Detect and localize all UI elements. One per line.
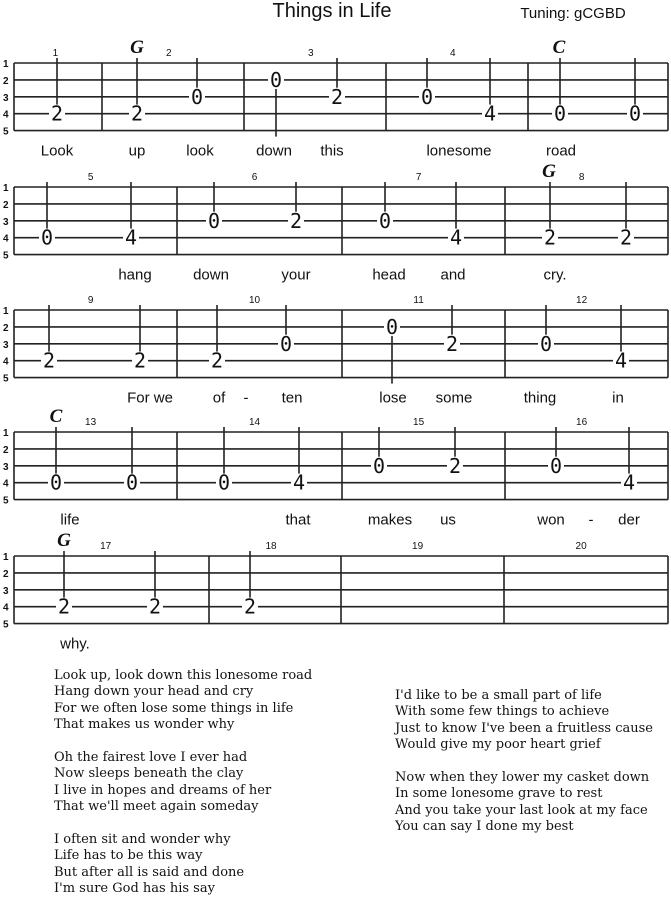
lyric-syllable: some bbox=[435, 389, 473, 407]
fret-number: 2 bbox=[57, 594, 71, 619]
chord-symbol: G bbox=[57, 530, 71, 551]
fret-number: 0 bbox=[269, 67, 283, 92]
measure-number: 1 bbox=[52, 48, 59, 59]
lyric-syllable: of bbox=[212, 389, 226, 407]
lyric-syllable: der bbox=[618, 511, 640, 529]
string-number-label: 3 bbox=[3, 461, 9, 473]
lyric-syllable: up bbox=[128, 142, 146, 160]
fret-number: 2 bbox=[289, 208, 303, 233]
lyric-syllable: your bbox=[281, 266, 311, 284]
fret-number: 0 bbox=[372, 453, 386, 478]
fret-number: 0 bbox=[190, 84, 204, 109]
fret-number: 0 bbox=[207, 208, 221, 233]
lyric-syllable: in bbox=[612, 389, 624, 407]
string-number-label: 3 bbox=[3, 585, 9, 597]
verse-line: I'd like to be a small part of life bbox=[395, 688, 602, 703]
measure-number: 18 bbox=[265, 541, 277, 552]
chord-symbol: G bbox=[130, 37, 144, 58]
fret-number: 4 bbox=[449, 225, 463, 250]
verse-line: Hang down your head and cry bbox=[54, 684, 254, 700]
verse-stanza bbox=[395, 688, 653, 754]
fret-number: 4 bbox=[292, 470, 306, 495]
string-number-label: 4 bbox=[3, 109, 9, 121]
tuning-label: Tuning: gCGBD bbox=[520, 5, 626, 22]
fret-number: 0 bbox=[628, 101, 642, 126]
string-number-label: 3 bbox=[3, 216, 9, 228]
fret-number: 0 bbox=[420, 84, 434, 109]
measure-number: 16 bbox=[576, 417, 588, 428]
fret-number: 2 bbox=[130, 101, 144, 126]
song-title: Things in Life bbox=[272, 0, 392, 22]
measure-number: 20 bbox=[575, 541, 587, 552]
measure-number: 2 bbox=[165, 48, 172, 59]
string-number-label: 2 bbox=[3, 322, 9, 334]
tab-system bbox=[3, 530, 668, 653]
chord-symbol: C bbox=[49, 406, 63, 427]
string-number-label: 5 bbox=[3, 373, 9, 385]
verse-line: And you take your last look at my face bbox=[395, 802, 648, 818]
string-number-label: 5 bbox=[3, 619, 9, 631]
lyric-syllable: - bbox=[243, 389, 249, 407]
lyric-syllable: us bbox=[440, 511, 456, 529]
lyric-syllable: life bbox=[60, 511, 80, 529]
chord-symbol: G bbox=[542, 161, 556, 182]
fret-number: 2 bbox=[619, 225, 633, 250]
lyric-syllable: road bbox=[545, 142, 577, 160]
lyric-syllable: and bbox=[440, 266, 466, 284]
lyric-syllable: For we bbox=[127, 389, 173, 407]
fret-number: 2 bbox=[330, 84, 344, 109]
string-number-label: 5 bbox=[3, 250, 9, 262]
lyric-syllable: lonesome bbox=[426, 142, 492, 160]
lyric-syllable: lose bbox=[379, 389, 407, 407]
measure-number: 3 bbox=[307, 48, 314, 59]
verse-line: Now sleeps beneath the clay bbox=[54, 766, 244, 782]
fret-number: 2 bbox=[543, 225, 557, 250]
string-number-label: 4 bbox=[3, 233, 9, 245]
verse-line: Just to know I've been a fruitless cause bbox=[395, 720, 653, 736]
string-number-label: 4 bbox=[3, 602, 9, 614]
string-number-label: 5 bbox=[3, 126, 9, 138]
lyric-syllable: won bbox=[537, 511, 565, 529]
fret-number: 0 bbox=[125, 470, 139, 495]
fret-number: 4 bbox=[614, 348, 628, 373]
string-number-label: 1 bbox=[3, 306, 9, 317]
verse-line: I often sit and wonder why bbox=[54, 832, 231, 848]
verse-line: For we often lose some things in life bbox=[54, 700, 294, 716]
string-number-label: 2 bbox=[3, 75, 9, 87]
verses-left bbox=[54, 668, 312, 914]
verse-line: Now when they lower my casket down bbox=[395, 770, 650, 786]
lyric-syllable: that bbox=[285, 511, 311, 529]
fret-number: 2 bbox=[210, 348, 224, 373]
verse-stanza bbox=[395, 770, 653, 836]
string-number-label: 2 bbox=[3, 568, 9, 580]
verse-line: In some lonesome grave to rest bbox=[395, 786, 603, 802]
lyric-syllable: thing bbox=[523, 389, 557, 407]
fret-number: 2 bbox=[133, 348, 147, 373]
measure-number: 17 bbox=[100, 541, 112, 552]
fret-number: 4 bbox=[483, 101, 497, 126]
verse-line: But after all is said and done bbox=[54, 864, 245, 880]
tab-system bbox=[3, 295, 668, 407]
string-number-label: 2 bbox=[3, 199, 9, 211]
measure-number: 8 bbox=[578, 172, 585, 183]
string-number-label: 3 bbox=[3, 92, 9, 104]
verse-stanza bbox=[54, 832, 312, 898]
verse-line: I'm sure God has his say bbox=[54, 881, 215, 897]
fret-number: 2 bbox=[445, 331, 459, 356]
lyric-syllable: this bbox=[320, 142, 344, 160]
fret-number: 0 bbox=[378, 208, 392, 233]
measure-number: 9 bbox=[87, 295, 94, 306]
measure-number: 6 bbox=[251, 172, 258, 183]
measure-number: 4 bbox=[449, 48, 456, 59]
measure-number: 7 bbox=[415, 172, 422, 183]
chord-symbol: C bbox=[552, 37, 566, 58]
fret-number: 4 bbox=[622, 470, 636, 495]
string-number-label: 1 bbox=[3, 428, 9, 439]
verses-right bbox=[395, 688, 653, 852]
measure-number: 19 bbox=[412, 541, 424, 552]
fret-number: 0 bbox=[279, 331, 293, 356]
tab-systems bbox=[3, 37, 668, 653]
verse-line: Would give my poor heart grief bbox=[395, 737, 601, 753]
verse-line: I live in hopes and dreams of her bbox=[54, 782, 272, 798]
measure-number: 13 bbox=[85, 417, 97, 428]
string-number-label: 4 bbox=[3, 356, 9, 368]
lyric-syllable: down bbox=[193, 266, 229, 284]
lyric-syllable: Look bbox=[40, 142, 74, 160]
lyric-syllable: head bbox=[372, 266, 406, 284]
verse-line: With some few things to achieve bbox=[395, 704, 610, 720]
fret-number: 0 bbox=[49, 470, 63, 495]
fret-number: 2 bbox=[148, 594, 162, 619]
fret-number: 2 bbox=[448, 453, 462, 478]
verse-line: That makes us wonder why bbox=[54, 717, 235, 733]
lyric-syllable: makes bbox=[367, 511, 413, 529]
fret-number: 0 bbox=[217, 470, 231, 495]
verse-line: Oh the fairest love I ever had bbox=[54, 750, 248, 766]
verse-line: You can say I done my best bbox=[395, 819, 574, 835]
string-number-label: 1 bbox=[3, 59, 9, 70]
fret-number: 2 bbox=[50, 101, 64, 126]
verse-line: Life has to be this way bbox=[54, 848, 203, 864]
lyric-syllable: ten bbox=[281, 389, 303, 407]
measure-number: 10 bbox=[248, 295, 261, 306]
fret-number: 0 bbox=[539, 331, 553, 356]
fret-number: 4 bbox=[124, 225, 138, 250]
lyric-syllable: - bbox=[588, 511, 594, 529]
lyric-syllable: why. bbox=[60, 635, 90, 653]
fret-number: 0 bbox=[549, 453, 563, 478]
measure-number: 11 bbox=[413, 295, 424, 306]
fret-number: 0 bbox=[385, 314, 399, 339]
string-number-label: 5 bbox=[3, 495, 9, 507]
measure-number: 15 bbox=[413, 417, 425, 428]
fret-number: 0 bbox=[553, 101, 567, 126]
tab-system bbox=[3, 37, 668, 160]
measure-number: 12 bbox=[576, 295, 588, 306]
string-number-label: 1 bbox=[3, 552, 9, 563]
string-number-label: 1 bbox=[3, 183, 9, 194]
string-number-label: 2 bbox=[3, 444, 9, 456]
string-number-label: 4 bbox=[3, 478, 9, 490]
tab-system bbox=[3, 406, 668, 529]
measure-number: 5 bbox=[87, 172, 94, 183]
fret-number: 0 bbox=[40, 225, 54, 250]
verse-line: That we'll meet again someday bbox=[54, 799, 259, 815]
lyric-syllable: hang bbox=[118, 266, 152, 284]
verse-line: Look up, look down this lonesome road bbox=[54, 668, 313, 683]
tab-system bbox=[3, 161, 668, 284]
measure-number: 14 bbox=[248, 417, 261, 428]
lyric-syllable: look bbox=[186, 142, 214, 160]
string-number-label: 3 bbox=[3, 339, 9, 351]
verse-stanza bbox=[54, 750, 312, 816]
lyric-syllable: down bbox=[256, 142, 292, 160]
verse-stanza bbox=[54, 668, 312, 734]
fret-number: 2 bbox=[42, 348, 56, 373]
fret-number: 2 bbox=[243, 594, 257, 619]
lyric-syllable: cry. bbox=[543, 266, 567, 284]
